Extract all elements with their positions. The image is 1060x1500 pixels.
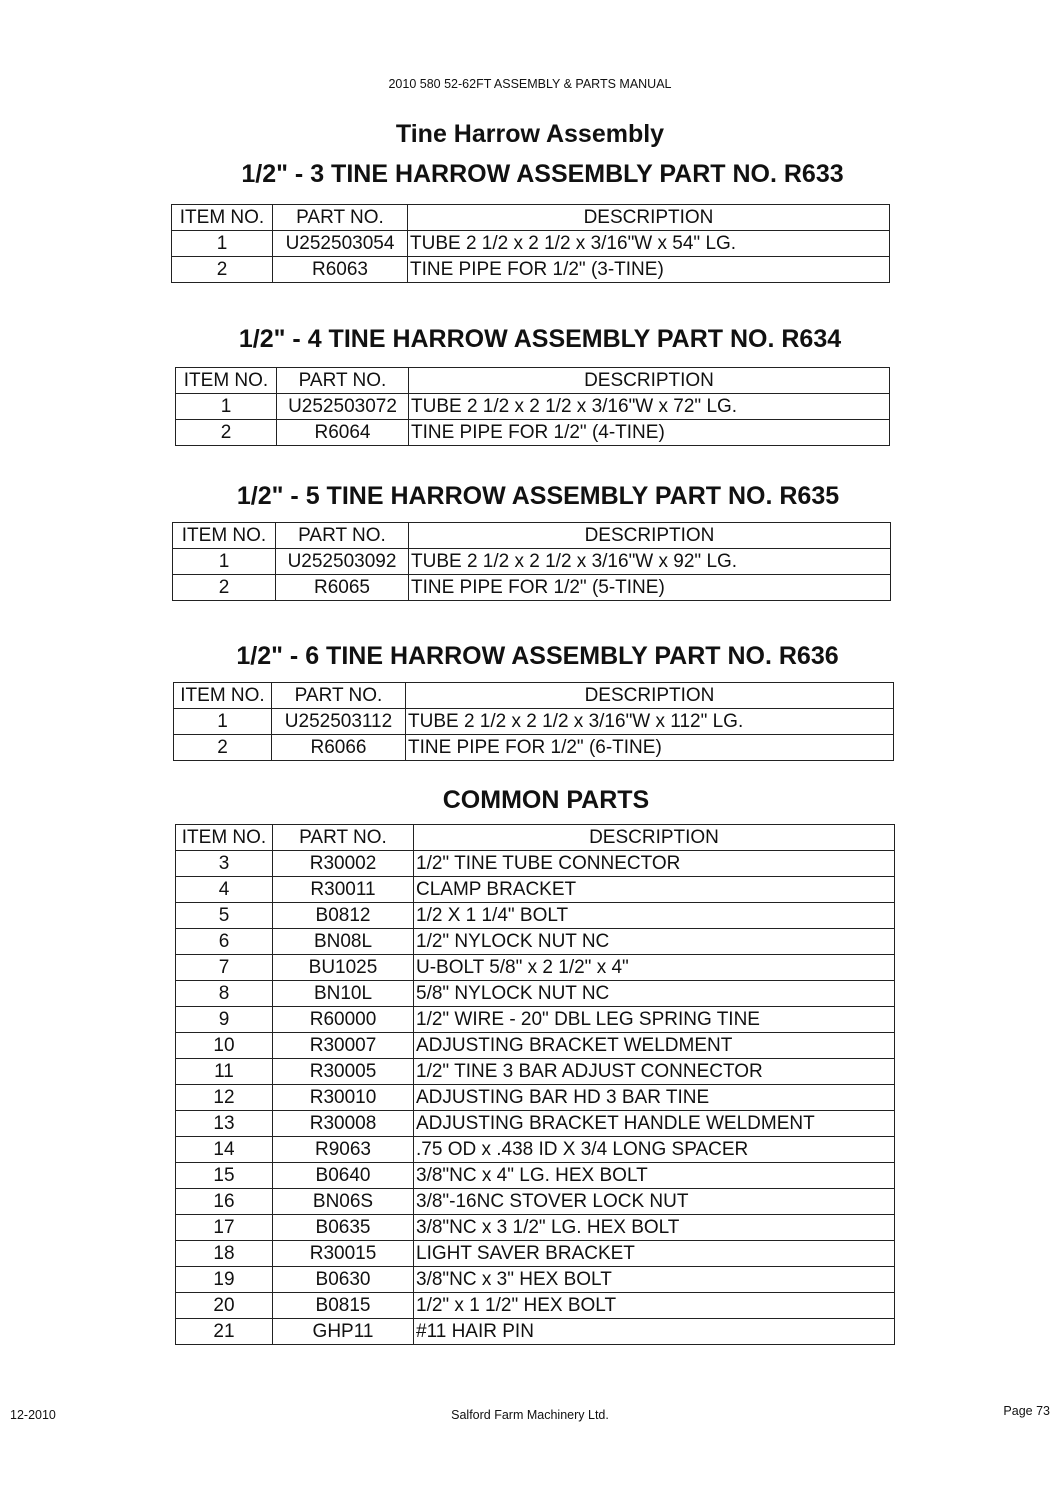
part-no: R30002	[273, 851, 414, 877]
item-no: 20	[176, 1293, 273, 1319]
part-no: U252503092	[276, 549, 409, 575]
col-header-part: PART NO.	[272, 683, 406, 709]
part-no: R60000	[273, 1007, 414, 1033]
col-header-description: DESCRIPTION	[409, 523, 891, 549]
description: TINE PIPE FOR 1/2" (4-TINE)	[409, 420, 890, 446]
description: CLAMP BRACKET	[414, 877, 895, 903]
table-header-row	[176, 825, 895, 851]
item-no: 2	[172, 257, 273, 283]
item-no: 6	[176, 929, 273, 955]
part-no: BN08L	[273, 929, 414, 955]
table-row	[176, 877, 895, 903]
part-no: U252503112	[272, 709, 406, 735]
item-no: 1	[173, 549, 276, 575]
part-no: B0815	[273, 1293, 414, 1319]
item-no: 2	[176, 420, 277, 446]
part-no: U252503054	[273, 231, 408, 257]
description: 1/2 X 1 1/4" BOLT	[414, 903, 895, 929]
item-no: 21	[176, 1319, 273, 1345]
part-no: R6065	[276, 575, 409, 601]
description: 5/8" NYLOCK NUT NC	[414, 981, 895, 1007]
table-row	[174, 735, 894, 761]
table-row	[176, 851, 895, 877]
description: #11 HAIR PIN	[414, 1319, 895, 1345]
part-no: BN06S	[273, 1189, 414, 1215]
description: U-BOLT 5/8" x 2 1/2" x 4"	[414, 955, 895, 981]
description: LIGHT SAVER BRACKET	[414, 1241, 895, 1267]
assembly-title-r635: 1/2" - 5 TINE HARROW ASSEMBLY PART NO. R635	[236, 482, 840, 510]
description: 3/8"-16NC STOVER LOCK NUT	[414, 1189, 895, 1215]
part-no: B0812	[273, 903, 414, 929]
part-no: R30010	[273, 1085, 414, 1111]
item-no: 1	[174, 709, 272, 735]
table-row	[176, 1059, 895, 1085]
table-row	[176, 1163, 895, 1189]
item-no: 13	[176, 1111, 273, 1137]
table-row	[176, 1293, 895, 1319]
part-no: R6063	[273, 257, 408, 283]
item-no: 1	[172, 231, 273, 257]
item-no: 16	[176, 1189, 273, 1215]
assembly-title-r636: 1/2" - 6 TINE HARROW ASSEMBLY PART NO. R636	[236, 642, 839, 670]
table-row	[176, 981, 895, 1007]
item-no: 12	[176, 1085, 273, 1111]
description: 1/2" NYLOCK NUT NC	[414, 929, 895, 955]
description: .75 OD x .438 ID X 3/4 LONG SPACER	[414, 1137, 895, 1163]
part-no: U252503072	[277, 394, 409, 420]
table-header-row	[176, 368, 890, 394]
description: ADJUSTING BAR HD 3 BAR TINE	[414, 1085, 895, 1111]
description: ADJUSTING BRACKET HANDLE WELDMENT	[414, 1111, 895, 1137]
col-header-part: PART NO.	[276, 523, 409, 549]
col-header-item: ITEM NO.	[176, 368, 277, 394]
table-row	[173, 575, 891, 601]
manual-header: 2010 580 52-62FT ASSEMBLY & PARTS MANUAL	[388, 77, 672, 91]
col-header-item: ITEM NO.	[174, 683, 272, 709]
item-no: 4	[176, 877, 273, 903]
col-header-item: ITEM NO.	[173, 523, 276, 549]
part-no: R6066	[272, 735, 406, 761]
item-no: 15	[176, 1163, 273, 1189]
item-no: 18	[176, 1241, 273, 1267]
item-no: 8	[176, 981, 273, 1007]
part-no: B0635	[273, 1215, 414, 1241]
table-header-row	[172, 205, 890, 231]
item-no: 14	[176, 1137, 273, 1163]
part-no: R30007	[273, 1033, 414, 1059]
item-no: 3	[176, 851, 273, 877]
footer-company: Salford Farm Machinery Ltd.	[451, 1408, 609, 1422]
table-row	[174, 709, 894, 735]
description: TINE PIPE FOR 1/2" (3-TINE)	[408, 257, 890, 283]
parts-table-r633	[171, 204, 890, 283]
col-header-description: DESCRIPTION	[406, 683, 894, 709]
common-parts-title: COMMON PARTS	[442, 786, 650, 814]
assembly-title-r633: 1/2" - 3 TINE HARROW ASSEMBLY PART NO. R633	[241, 160, 844, 188]
parts-table-r636	[173, 682, 894, 761]
item-no: 2	[173, 575, 276, 601]
col-header-item: ITEM NO.	[172, 205, 273, 231]
description: 1/2" x 1 1/2" HEX BOLT	[414, 1293, 895, 1319]
col-header-description: DESCRIPTION	[408, 205, 890, 231]
table-row	[176, 903, 895, 929]
part-no: BU1025	[273, 955, 414, 981]
description: TUBE 2 1/2 x 2 1/2 x 3/16"W x 92" LG.	[409, 549, 891, 575]
table-row	[176, 394, 890, 420]
description: 1/2" WIRE - 20" DBL LEG SPRING TINE	[414, 1007, 895, 1033]
part-no: R30011	[273, 877, 414, 903]
parts-table-r634	[175, 367, 890, 446]
part-no: R30005	[273, 1059, 414, 1085]
table-row	[176, 1189, 895, 1215]
table-row	[176, 420, 890, 446]
description: 3/8"NC x 4" LG. HEX BOLT	[414, 1163, 895, 1189]
table-row	[176, 1111, 895, 1137]
part-no: R6064	[277, 420, 409, 446]
part-no: R30015	[273, 1241, 414, 1267]
table-header-row	[173, 523, 891, 549]
table-row	[176, 955, 895, 981]
description: 1/2" TINE TUBE CONNECTOR	[414, 851, 895, 877]
table-header-row	[174, 683, 894, 709]
table-row	[176, 929, 895, 955]
assembly-title-r634: 1/2" - 4 TINE HARROW ASSEMBLY PART NO. R634	[238, 325, 842, 353]
part-no: B0640	[273, 1163, 414, 1189]
item-no: 17	[176, 1215, 273, 1241]
col-header-description: DESCRIPTION	[409, 368, 890, 394]
description: TUBE 2 1/2 x 2 1/2 x 3/16"W x 72" LG.	[409, 394, 890, 420]
table-row	[172, 257, 890, 283]
page-title: Tine Harrow Assembly	[395, 120, 665, 148]
item-no: 5	[176, 903, 273, 929]
col-header-part: PART NO.	[273, 825, 414, 851]
description: TUBE 2 1/2 x 2 1/2 x 3/16"W x 112" LG.	[406, 709, 894, 735]
description: 1/2" TINE 3 BAR ADJUST CONNECTOR	[414, 1059, 895, 1085]
item-no: 9	[176, 1007, 273, 1033]
table-row	[176, 1033, 895, 1059]
parts-table-r635	[172, 522, 891, 601]
common-parts-table	[175, 824, 895, 1345]
footer-date: 12-2010	[10, 1408, 56, 1422]
table-row	[176, 1215, 895, 1241]
table-row	[176, 1137, 895, 1163]
col-header-part: PART NO.	[273, 205, 408, 231]
table-row	[176, 1319, 895, 1345]
col-header-part: PART NO.	[277, 368, 409, 394]
description: 3/8"NC x 3" HEX BOLT	[414, 1267, 895, 1293]
item-no: 19	[176, 1267, 273, 1293]
col-header-item: ITEM NO.	[176, 825, 273, 851]
item-no: 10	[176, 1033, 273, 1059]
part-no: R30008	[273, 1111, 414, 1137]
table-row	[176, 1007, 895, 1033]
item-no: 11	[176, 1059, 273, 1085]
description: TINE PIPE FOR 1/2" (5-TINE)	[409, 575, 891, 601]
description: TINE PIPE FOR 1/2" (6-TINE)	[406, 735, 894, 761]
col-header-description: DESCRIPTION	[414, 825, 895, 851]
part-no: R9063	[273, 1137, 414, 1163]
table-row	[176, 1267, 895, 1293]
part-no: GHP11	[273, 1319, 414, 1345]
part-no: BN10L	[273, 981, 414, 1007]
description: 3/8"NC x 3 1/2" LG. HEX BOLT	[414, 1215, 895, 1241]
item-no: 2	[174, 735, 272, 761]
part-no: B0630	[273, 1267, 414, 1293]
item-no: 7	[176, 955, 273, 981]
description: TUBE 2 1/2 x 2 1/2 x 3/16"W x 54" LG.	[408, 231, 890, 257]
table-row	[176, 1085, 895, 1111]
description: ADJUSTING BRACKET WELDMENT	[414, 1033, 895, 1059]
item-no: 1	[176, 394, 277, 420]
table-row	[173, 549, 891, 575]
table-row	[176, 1241, 895, 1267]
table-row	[172, 231, 890, 257]
footer-page-number: Page 73	[1003, 1404, 1050, 1418]
